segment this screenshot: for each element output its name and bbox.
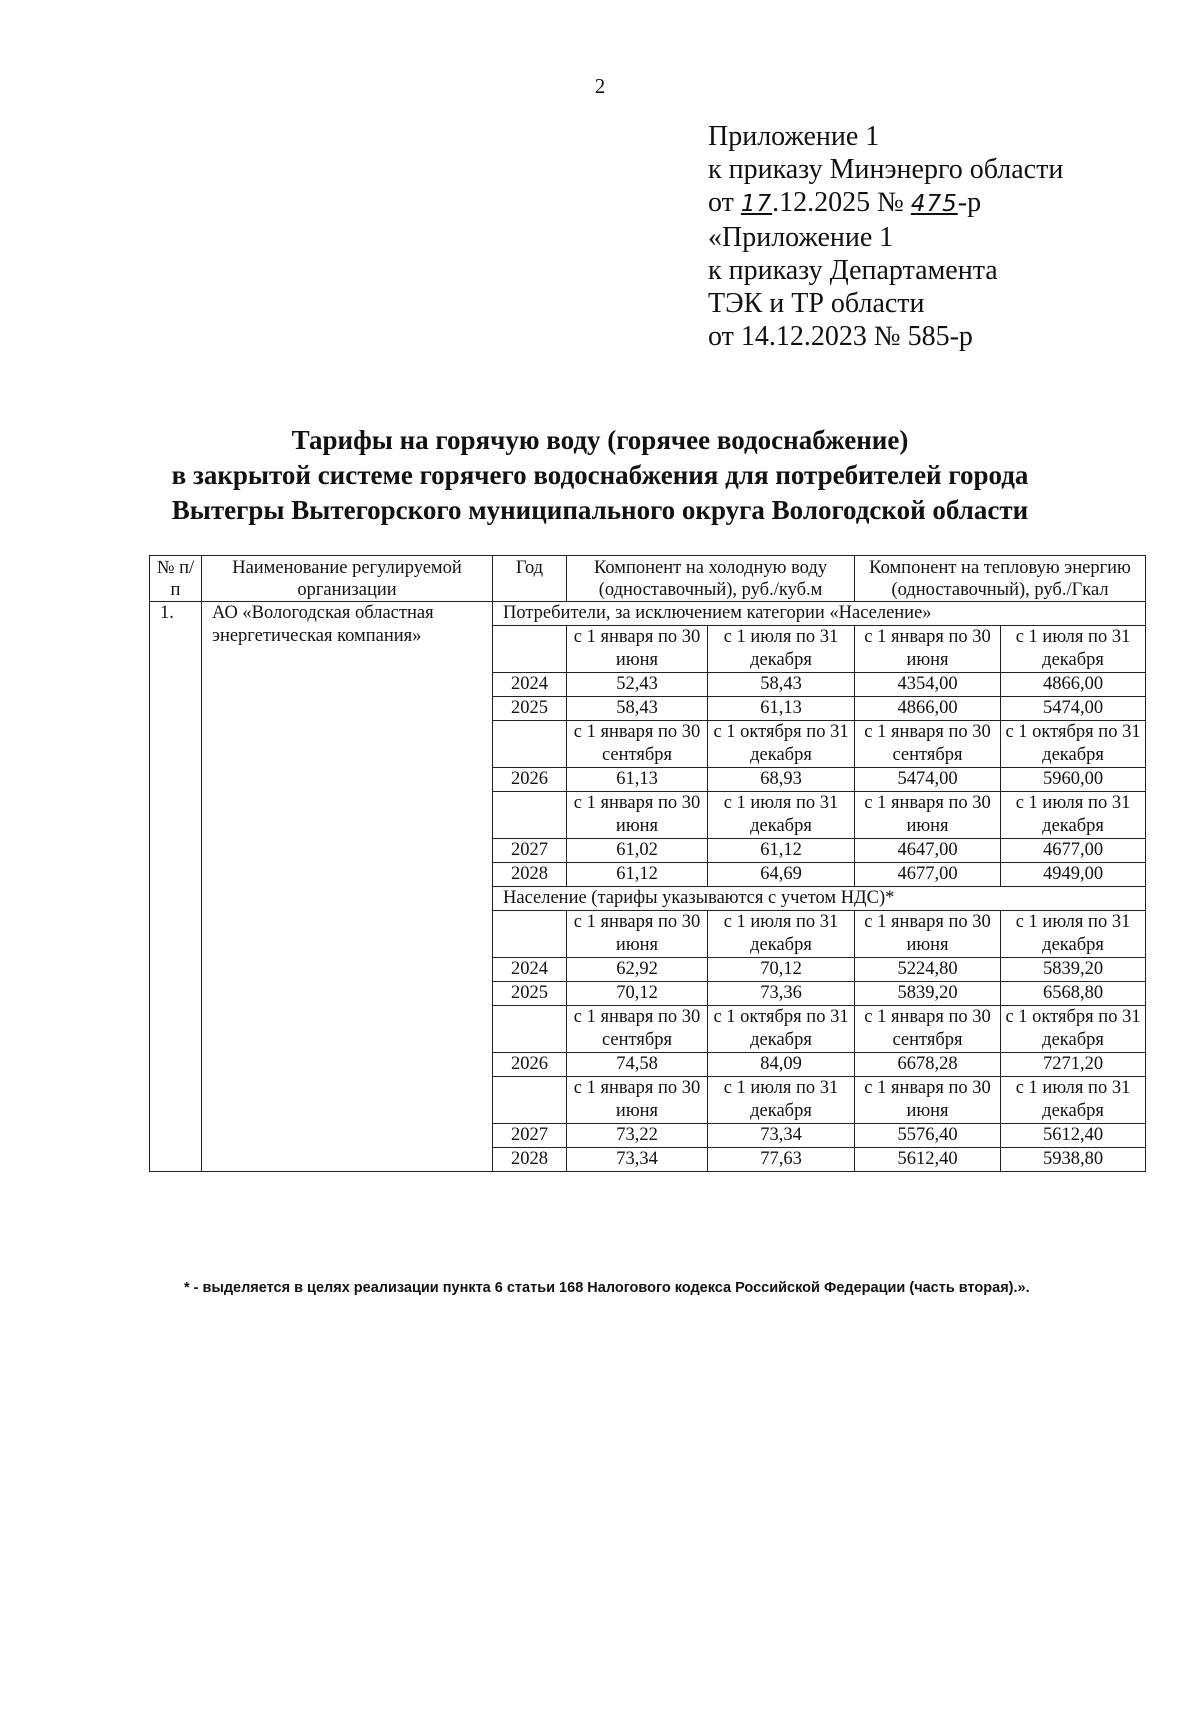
heat-period-1: 5474,00 — [855, 768, 1001, 792]
heat-period-2: 5839,20 — [1001, 958, 1146, 982]
heat-period-2: 4949,00 — [1001, 863, 1146, 887]
heat-period-1: с 1 января по 30 июня — [855, 911, 1001, 958]
group-row — [150, 602, 1146, 626]
appendix-date-mid: .12.2025 № — [772, 187, 911, 218]
year-cell — [493, 1006, 567, 1053]
year-cell — [493, 1077, 567, 1124]
table-header-row — [150, 556, 1146, 602]
year-cell — [493, 626, 567, 673]
heat-period-2: 5938,80 — [1001, 1148, 1146, 1172]
header-cold-water: Компонент на холодную воду (одноставочный), руб./куб.м — [567, 556, 855, 602]
year-cell: 2026 — [493, 768, 567, 792]
year-cell: 2026 — [493, 1053, 567, 1077]
heat-period-2: 5612,40 — [1001, 1124, 1146, 1148]
cold-water-period-1: 52,43 — [567, 673, 708, 697]
cold-water-period-1: с 1 января по 30 июня — [567, 792, 708, 839]
appendix-line-3 — [708, 186, 1063, 221]
cold-water-period-1: с 1 января по 30 сентября — [567, 721, 708, 768]
title-line-1: Тарифы на горячую воду (горячее водоснабжение) — [291, 425, 909, 455]
tariff-table — [149, 555, 1146, 1172]
appendix-header — [708, 120, 1063, 353]
heat-period-1: 5839,20 — [855, 982, 1001, 1006]
year-cell: 2027 — [493, 1124, 567, 1148]
cold-water-period-1: 73,34 — [567, 1148, 708, 1172]
cold-water-period-2: 73,36 — [708, 982, 855, 1006]
cold-water-period-1: 74,58 — [567, 1053, 708, 1077]
cold-water-period-2: с 1 июля по 31 декабря — [708, 911, 855, 958]
cold-water-period-2: 64,69 — [708, 863, 855, 887]
cold-water-period-1: с 1 января по 30 сентября — [567, 1006, 708, 1053]
heat-period-2: с 1 июля по 31 декабря — [1001, 792, 1146, 839]
row-number: 1. — [150, 602, 202, 1172]
cold-water-period-1: с 1 января по 30 июня — [567, 911, 708, 958]
cold-water-period-2: 68,93 — [708, 768, 855, 792]
cold-water-period-1: с 1 января по 30 июня — [567, 1077, 708, 1124]
title-line-2: в закрытой системе горячего водоснабжения для потребителей города — [171, 460, 1029, 490]
cold-water-period-1: с 1 января по 30 июня — [567, 626, 708, 673]
cold-water-period-2: 70,12 — [708, 958, 855, 982]
cold-water-period-1: 61,02 — [567, 839, 708, 863]
heat-period-2: с 1 июля по 31 декабря — [1001, 1077, 1146, 1124]
heat-period-1: с 1 января по 30 июня — [855, 626, 1001, 673]
heat-period-2: с 1 октября по 31 декабря — [1001, 1006, 1146, 1053]
year-cell: 2027 — [493, 839, 567, 863]
cold-water-period-2: с 1 октября по 31 декабря — [708, 721, 855, 768]
heat-period-2: с 1 июля по 31 декабря — [1001, 911, 1146, 958]
cold-water-period-1: 62,92 — [567, 958, 708, 982]
cold-water-period-1: 70,12 — [567, 982, 708, 1006]
year-cell: 2024 — [493, 958, 567, 982]
cold-water-period-1: 73,22 — [567, 1124, 708, 1148]
heat-period-1: с 1 января по 30 июня — [855, 1077, 1001, 1124]
heat-period-1: 5224,80 — [855, 958, 1001, 982]
header-num: № п/п — [150, 556, 202, 602]
heat-period-2: 5960,00 — [1001, 768, 1146, 792]
organization-name: АО «Вологодская областная энергетическая компания» — [202, 602, 493, 1172]
header-organization: Наименование регулируемой организации — [202, 556, 493, 602]
appendix-line-1: Приложение 1 — [708, 121, 880, 152]
appendix-line-5: к приказу Департамента — [708, 255, 998, 286]
heat-period-1: 4866,00 — [855, 697, 1001, 721]
cold-water-period-1: 58,43 — [567, 697, 708, 721]
year-cell — [493, 792, 567, 839]
page-number: 2 — [594, 74, 606, 98]
cold-water-period-2: 58,43 — [708, 673, 855, 697]
header-year: Год — [493, 556, 567, 602]
group-label: Население (тарифы указываются с учетом НДС)* — [493, 887, 1146, 911]
heat-period-2: с 1 октября по 31 декабря — [1001, 721, 1146, 768]
year-cell: 2024 — [493, 673, 567, 697]
heat-period-2: 4677,00 — [1001, 839, 1146, 863]
cold-water-period-2: с 1 июля по 31 декабря — [708, 792, 855, 839]
year-cell: 2028 — [493, 1148, 567, 1172]
year-cell: 2028 — [493, 863, 567, 887]
document-title — [0, 423, 1200, 528]
appendix-line-7: от 14.12.2023 № 585-р — [708, 321, 973, 352]
heat-period-2: 6568,80 — [1001, 982, 1146, 1006]
heat-period-1: с 1 января по 30 сентября — [855, 1006, 1001, 1053]
year-cell: 2025 — [493, 982, 567, 1006]
footnote: * - выделяется в целях реализации пункта 6 статьи 168 Налогового кодекса Российской Федерации (часть вторая).». — [184, 1280, 1030, 1296]
year-cell — [493, 721, 567, 768]
heat-period-1: с 1 января по 30 июня — [855, 792, 1001, 839]
appendix-date-suffix: -р — [957, 187, 982, 218]
heat-period-1: 4647,00 — [855, 839, 1001, 863]
appendix-date-prefix: от — [708, 187, 741, 218]
heat-period-2: 4866,00 — [1001, 673, 1146, 697]
appendix-line-6: ТЭК и ТР области — [708, 288, 925, 319]
cold-water-period-1: 61,13 — [567, 768, 708, 792]
cold-water-period-2: с 1 июля по 31 декабря — [708, 1077, 855, 1124]
cold-water-period-1: 61,12 — [567, 863, 708, 887]
heat-period-1: 4677,00 — [855, 863, 1001, 887]
appendix-line-4: «Приложение 1 — [708, 222, 894, 253]
header-heat: Компонент на тепловую энергию (одноставочный), руб./Гкал — [855, 556, 1146, 602]
heat-period-1: 5612,40 — [855, 1148, 1001, 1172]
year-cell: 2025 — [493, 697, 567, 721]
appendix-line-2: к приказу Минэнерго области — [708, 154, 1064, 185]
year-cell — [493, 911, 567, 958]
handwritten-day: 17 — [740, 191, 773, 217]
cold-water-period-2: с 1 июля по 31 декабря — [708, 626, 855, 673]
heat-period-1: 5576,40 — [855, 1124, 1001, 1148]
heat-period-1: 4354,00 — [855, 673, 1001, 697]
cold-water-period-2: с 1 октября по 31 декабря — [708, 1006, 855, 1053]
heat-period-1: 6678,28 — [855, 1053, 1001, 1077]
heat-period-2: 5474,00 — [1001, 697, 1146, 721]
cold-water-period-2: 61,13 — [708, 697, 855, 721]
group-label: Потребители, за исключением категории «Население» — [493, 602, 1146, 626]
cold-water-period-2: 84,09 — [708, 1053, 855, 1077]
cold-water-period-2: 73,34 — [708, 1124, 855, 1148]
heat-period-2: 7271,20 — [1001, 1053, 1146, 1077]
table-body — [150, 602, 1146, 1172]
handwritten-order-number: 475 — [910, 191, 958, 217]
title-line-3: Вытегры Вытегорского муниципального округа Вологодской области — [171, 495, 1029, 525]
heat-period-1: с 1 января по 30 сентября — [855, 721, 1001, 768]
cold-water-period-2: 61,12 — [708, 839, 855, 863]
cold-water-period-2: 77,63 — [708, 1148, 855, 1172]
heat-period-2: с 1 июля по 31 декабря — [1001, 626, 1146, 673]
